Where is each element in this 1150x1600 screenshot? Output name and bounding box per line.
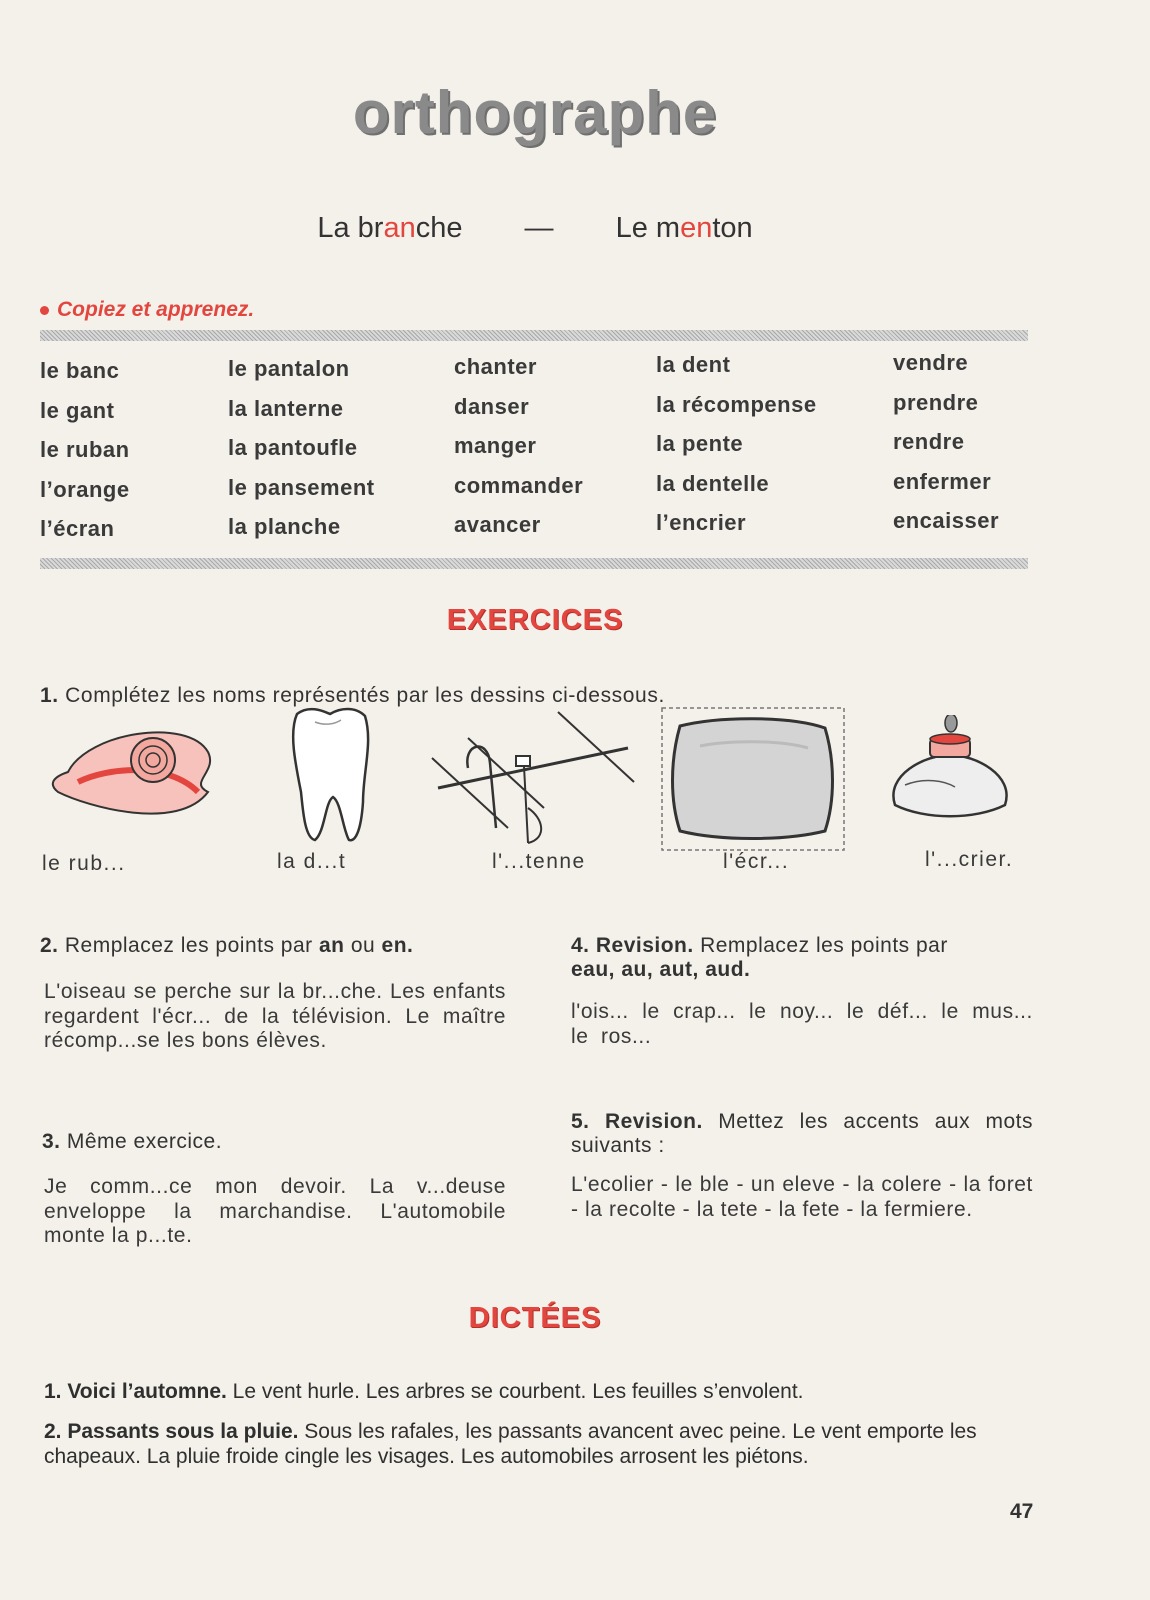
picture-caption-3: l'...tenne xyxy=(492,850,586,873)
word-column-5 xyxy=(893,350,999,548)
exercise-3-text: Je comm...ce mon devoir. La v...deuse enveloppe la marchandise. L'automobile monte la p...te. xyxy=(44,1175,506,1247)
word-column-4 xyxy=(656,352,817,550)
word: enfermer xyxy=(893,468,992,494)
bottom-divider xyxy=(40,558,1028,569)
exercise-1: 1. Complétez les noms représentés par les dessins ci-dessous. xyxy=(40,684,665,707)
exercise-4-text: l'ois... le crap... le noy... le déf... le mus... le ros... xyxy=(571,1000,1033,1048)
word: la lanterne xyxy=(228,395,344,421)
word: rendre xyxy=(893,429,965,454)
word: le gant xyxy=(40,397,115,423)
exercise-2-text: L'oiseau se perche sur la br...che. Les enfants regardent l'écr... de la télévision. Le maître récomp...se les bons élèves. xyxy=(44,980,506,1052)
word: danser xyxy=(454,393,530,419)
subtitle-left: La branche xyxy=(317,212,463,244)
exercise-3-heading: 3. Même exercice. xyxy=(42,1130,223,1153)
picture-caption-5: l'...crier. xyxy=(925,848,1014,871)
word: le pansement xyxy=(228,474,375,500)
word: la pantoufle xyxy=(228,435,358,460)
word: avancer xyxy=(454,512,541,537)
word: la dent xyxy=(656,352,731,377)
exercise-5-heading: 5. Revision. Mettez les accents aux mots suivants : xyxy=(571,1110,1033,1157)
word-column-3 xyxy=(454,354,583,552)
word-column-1 xyxy=(40,358,130,556)
word: commander xyxy=(454,472,584,498)
word: manger xyxy=(454,433,537,458)
tooth-icon xyxy=(285,702,375,852)
word-list xyxy=(40,350,1030,548)
word: prendre xyxy=(893,389,979,415)
word: la pente xyxy=(656,431,744,456)
word: l’orange xyxy=(40,476,130,502)
inkwell-icon xyxy=(885,715,1015,825)
dictee-1: 1. Voici l’automne. Le vent hurle. Les arbres se courbent. Les feuilles s’envolent. xyxy=(44,1380,804,1403)
word: l’écran xyxy=(40,516,115,541)
exercise-2-heading: 2. Remplacez les points par an ou en. xyxy=(40,934,414,957)
word: le pantalon xyxy=(228,356,350,381)
picture-caption-2: la d...t xyxy=(277,850,347,873)
dictees-heading: DICTÉES xyxy=(468,1302,602,1334)
picture-caption-1: le rub... xyxy=(42,852,126,875)
page-number: 47 xyxy=(1010,1500,1034,1523)
picture-caption-4: l'écr... xyxy=(723,850,790,873)
bullet-icon xyxy=(40,306,49,315)
word: la planche xyxy=(228,514,341,539)
dictee-2: 2. Passants sous la pluie. Sous les rafales, les passants avancent avec peine. Le vent emporte les chapeaux. La pluie froide cingle les visages. Les automobiles arrosent les piétons. xyxy=(44,1420,977,1468)
word: chanter xyxy=(454,354,537,379)
page-title: orthographe xyxy=(352,79,718,146)
word-column-2 xyxy=(228,356,375,554)
word: le ruban xyxy=(40,437,130,462)
exercise-5-text: L'ecolier - le ble - un eleve - la colere - la foret - la recolte - la tete - la fete - la fermiere. xyxy=(571,1173,1033,1221)
instruction: Copiez et apprenez. xyxy=(40,298,254,322)
subtitle-right: Le menton xyxy=(615,212,753,244)
antenna-icon xyxy=(428,708,648,848)
subtitle-dash: — xyxy=(524,212,554,244)
word: le banc xyxy=(40,358,120,383)
screen-icon xyxy=(660,706,850,856)
word: la récompense xyxy=(656,391,817,417)
word: l’encrier xyxy=(656,510,747,535)
top-divider xyxy=(40,330,1028,341)
word: vendre xyxy=(893,350,969,375)
subtitle xyxy=(0,212,1070,245)
word: la dentelle xyxy=(656,470,770,496)
exercise-4-heading: 4. Revision. Remplacez les points par eau, au, aut, aud. xyxy=(571,934,948,981)
word: encaisser xyxy=(893,508,1000,533)
exercices-heading: EXERCICES xyxy=(446,604,624,636)
ribbon-icon xyxy=(48,712,218,832)
